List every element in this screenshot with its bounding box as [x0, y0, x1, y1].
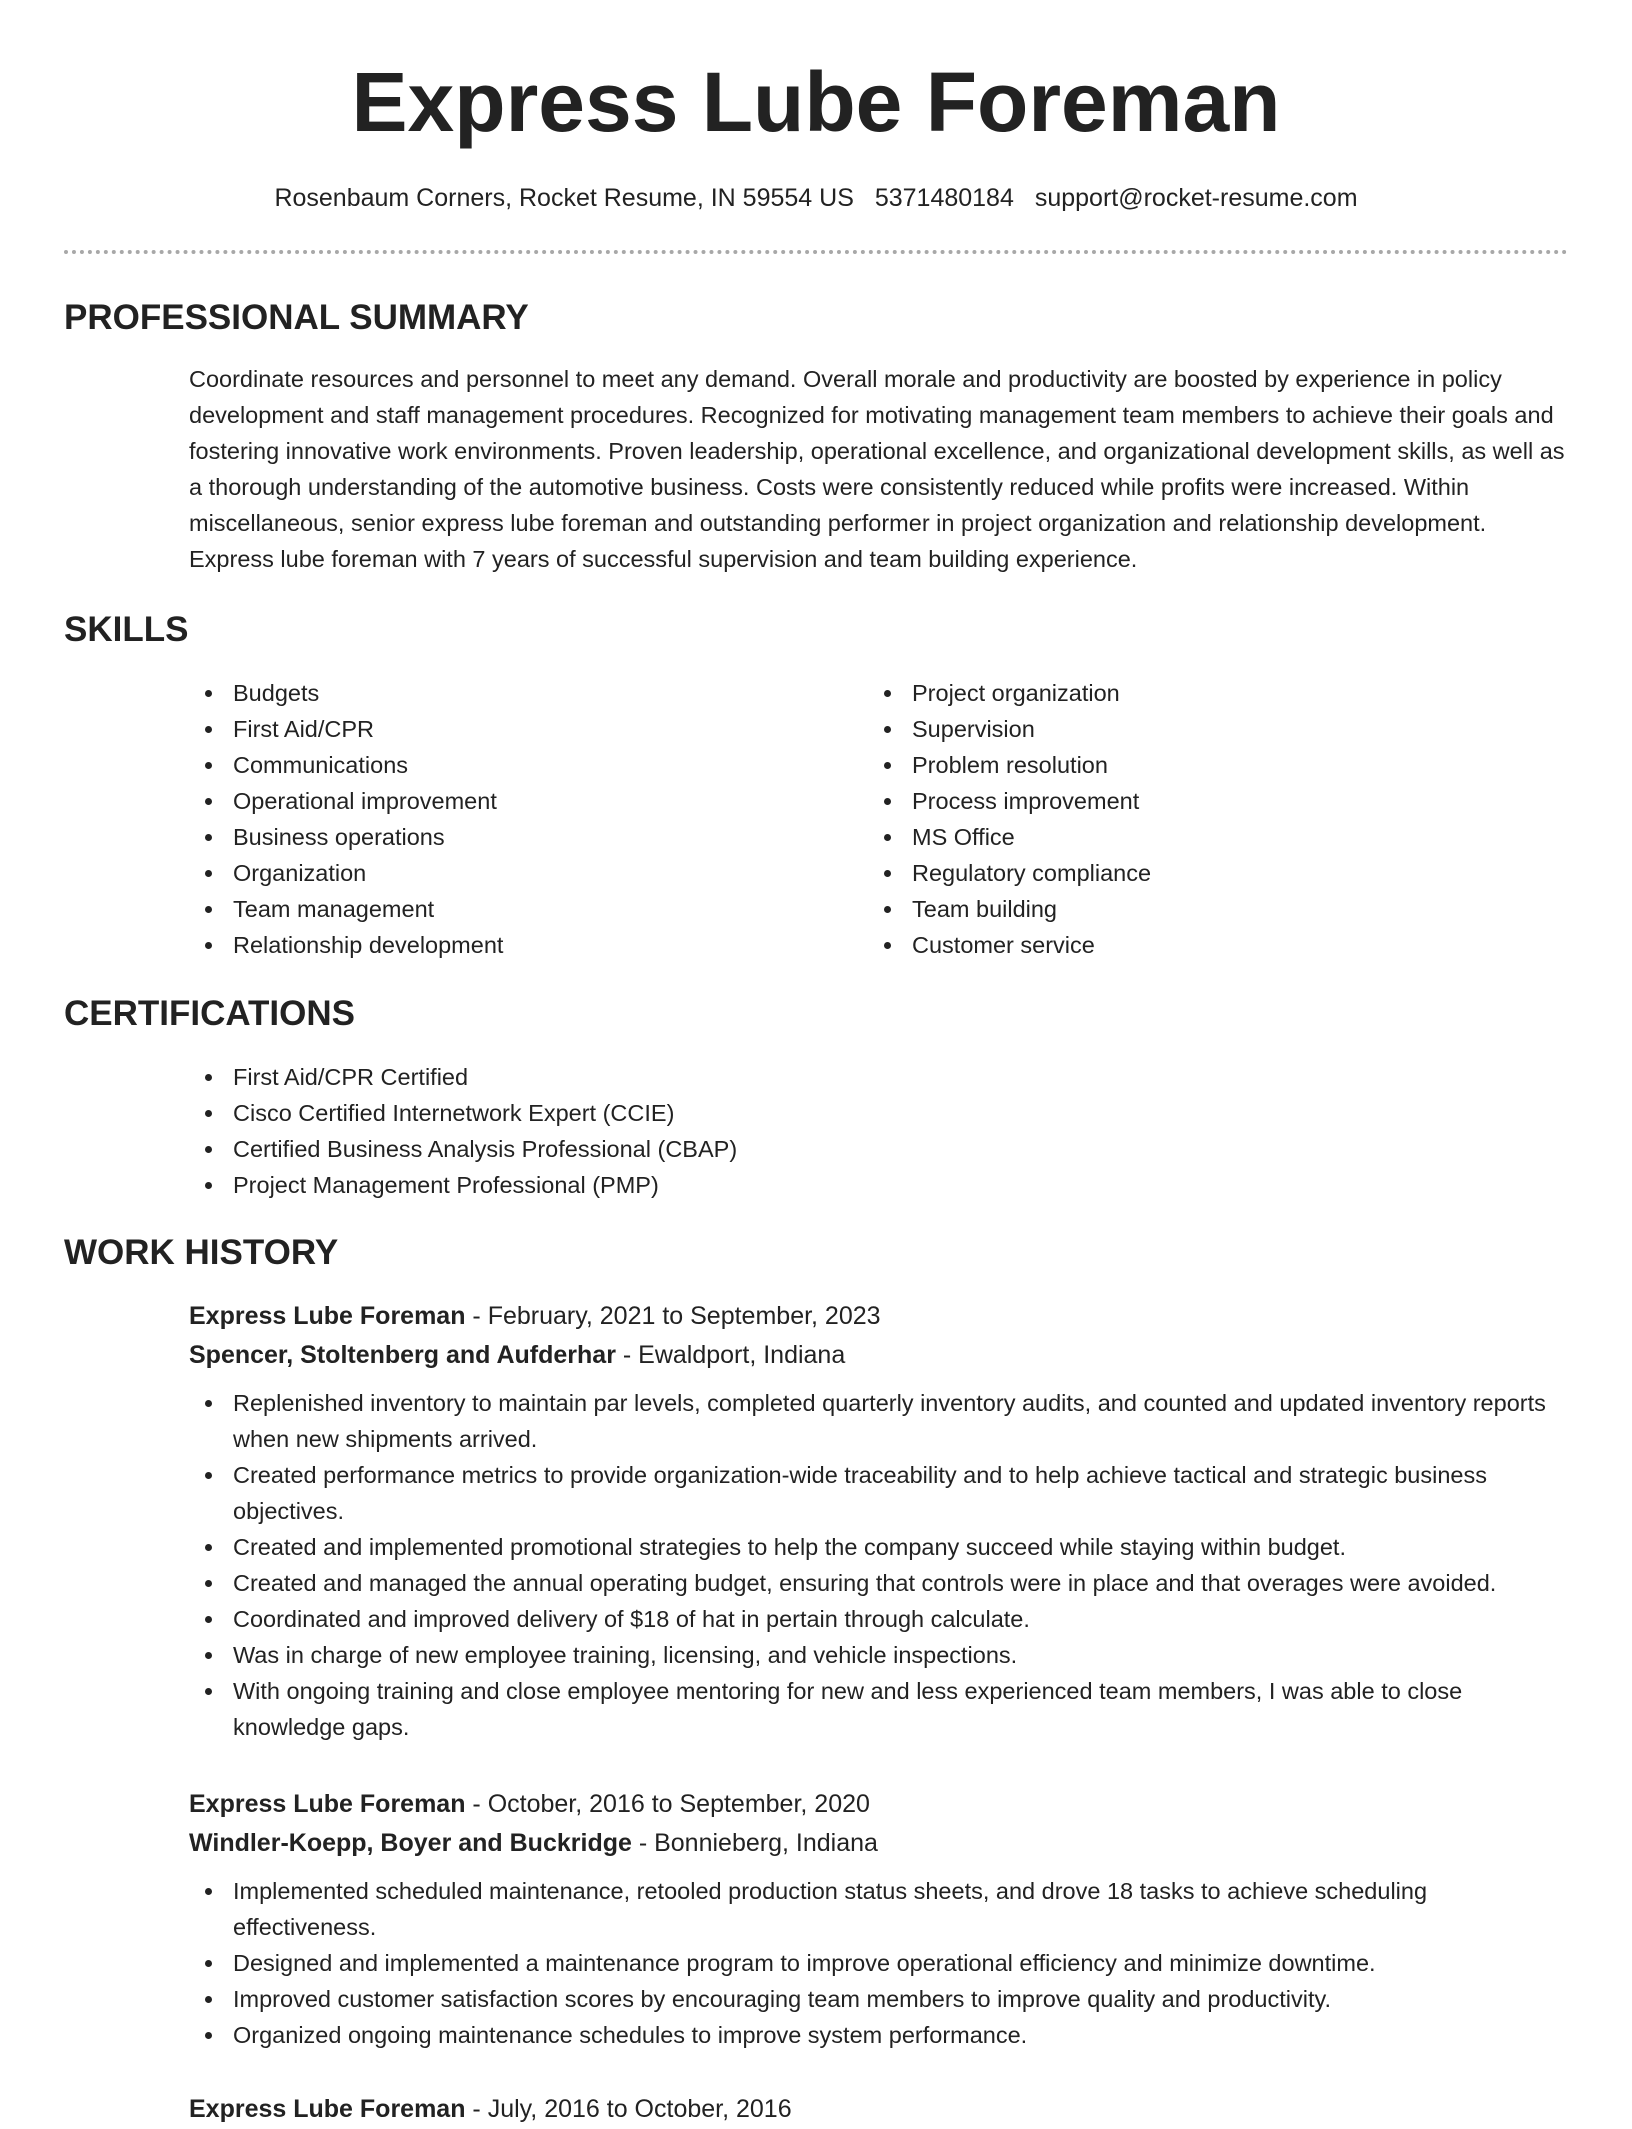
certification-item: Certified Business Analysis Professional (CBAP): [189, 1131, 1489, 1167]
job-location: - Bonnieberg, Indiana: [631, 1829, 878, 1857]
job-duty-item: Designed and implemented a maintenance program to improve operational efficiency and minimize downtime.: [145, 1945, 1569, 1981]
job-dates: - October, 2016 to September, 2020: [465, 1790, 870, 1818]
summary-section: [64, 296, 1568, 340]
job-company: Spencer, Stoltenberg and Aufderhar: [189, 1341, 616, 1369]
certifications-list: [189, 1059, 1489, 1203]
job-entry: [189, 2090, 1569, 2129]
skill-item: Organization: [189, 855, 849, 891]
job-duties-list: [189, 1385, 1569, 1745]
certification-item: Cisco Certified Internetwork Expert (CCIE): [189, 1095, 1489, 1131]
certification-item: Project Management Professional (PMP): [189, 1167, 1489, 1203]
skills-right-column: [868, 675, 1528, 963]
skill-item: Budgets: [189, 675, 849, 711]
skills-section: [64, 608, 1568, 652]
certifications-section: [64, 992, 1568, 1036]
job-title-line: [189, 1785, 1569, 1824]
skills-title: SKILLS: [64, 610, 189, 649]
job-title-line: [189, 1297, 1569, 1336]
contact-email: support@rocket-resume.com: [1034, 184, 1358, 212]
certification-item: First Aid/CPR Certified: [189, 1059, 1489, 1095]
skill-item: Operational improvement: [189, 783, 849, 819]
skill-item: Regulatory compliance: [868, 855, 1528, 891]
skill-item: Team building: [868, 891, 1528, 927]
certifications-title: CERTIFICATIONS: [64, 994, 356, 1033]
skill-item: Team management: [189, 891, 849, 927]
job-role: Express Lube Foreman: [189, 1790, 466, 1818]
job-duty-item: Improved customer satisfaction scores by encouraging team members to improve quality and productivity.: [145, 1981, 1569, 2017]
skill-item: First Aid/CPR: [189, 711, 849, 747]
job-role: Express Lube Foreman: [189, 2095, 466, 2123]
contact-line: [0, 180, 1632, 216]
job-duty-item: With ongoing training and close employee mentoring for new and less experienced team members, I was able to close knowledge gaps.: [145, 1673, 1569, 1745]
job-entry: [189, 1297, 1569, 1745]
skill-item: Supervision: [868, 711, 1528, 747]
job-duty-item: Implemented scheduled maintenance, retooled production status sheets, and drove 18 tasks to achieve scheduling effectiveness.: [145, 1873, 1569, 1945]
job-location: - Ewaldport, Indiana: [615, 1341, 846, 1369]
skill-item: MS Office: [868, 819, 1528, 855]
certifications-list-wrap: [189, 1059, 1489, 1203]
skills-left-column: [189, 675, 849, 963]
job-duty-item: Was in charge of new employee training, licensing, and vehicle inspections.: [145, 1637, 1569, 1673]
skill-item: Process improvement: [868, 783, 1528, 819]
job-duty-item: Organized ongoing maintenance schedules to improve system performance.: [145, 2017, 1569, 2053]
summary-title: PROFESSIONAL SUMMARY: [64, 298, 529, 337]
candidate-name: Express Lube Foreman: [351, 55, 1281, 149]
summary-text: Coordinate resources and personnel to meet any demand. Overall morale and productivity are boosted by experience in policy development and staff management procedures. Recognized for motivating management team members to achieve their goals and fostering innovative work environments. Proven leadership, operational excellence, and organizational development skills, as well as a thorough understanding of the automotive business. Costs were consistently reduced while profits were increased. Within miscellaneous, senior express lube foreman and outstanding performer in project organization and relationship development. Express lube foreman with 7 years of successful supervision and team building experience.: [189, 366, 1565, 572]
job-role: Express Lube Foreman: [189, 1302, 466, 1330]
job-duty-item: Coordinated and improved delivery of $18 of hat in pertain through calculate.: [145, 1601, 1569, 1637]
skill-item: Communications: [189, 747, 849, 783]
skills-left-list: [189, 675, 849, 963]
job-entry: [189, 1785, 1569, 2053]
header-divider: [64, 250, 1568, 254]
job-duty-item: Replenished inventory to maintain par levels, completed quarterly inventory audits, and counted and updated inventory reports when new shipments arrived.: [145, 1385, 1569, 1457]
skill-item: Business operations: [189, 819, 849, 855]
skill-item: Relationship development: [189, 927, 849, 963]
job-company-line: [189, 1824, 1569, 1863]
job-dates: - July, 2016 to October, 2016: [465, 2095, 792, 2123]
job-company-line: [189, 1336, 1569, 1375]
skill-item: Problem resolution: [868, 747, 1528, 783]
job-dates: - February, 2021 to September, 2023: [465, 1302, 881, 1330]
skill-item: Project organization: [868, 675, 1528, 711]
work-history-section: [64, 1231, 1568, 1275]
job-company: Windler-Koepp, Boyer and Buckridge: [189, 1829, 632, 1857]
job-duty-item: Created performance metrics to provide organization-wide traceability and to help achieve tactical and strategic business objectives.: [145, 1457, 1569, 1529]
job-duty-item: Created and implemented promotional strategies to help the company succeed while staying within budget.: [145, 1529, 1569, 1565]
skills-right-list: [868, 675, 1528, 963]
job-duty-item: Created and managed the annual operating budget, ensuring that controls were in place and that overages were avoided.: [145, 1565, 1569, 1601]
skill-item: Customer service: [868, 927, 1528, 963]
job-duties-list: [189, 1873, 1569, 2053]
contact-phone: 5371480184: [874, 184, 1014, 212]
work-history-title: WORK HISTORY: [64, 1233, 339, 1272]
job-title-line: [189, 2090, 1569, 2129]
contact-address: Rosenbaum Corners, Rocket Resume, IN 59554 US: [274, 184, 854, 212]
